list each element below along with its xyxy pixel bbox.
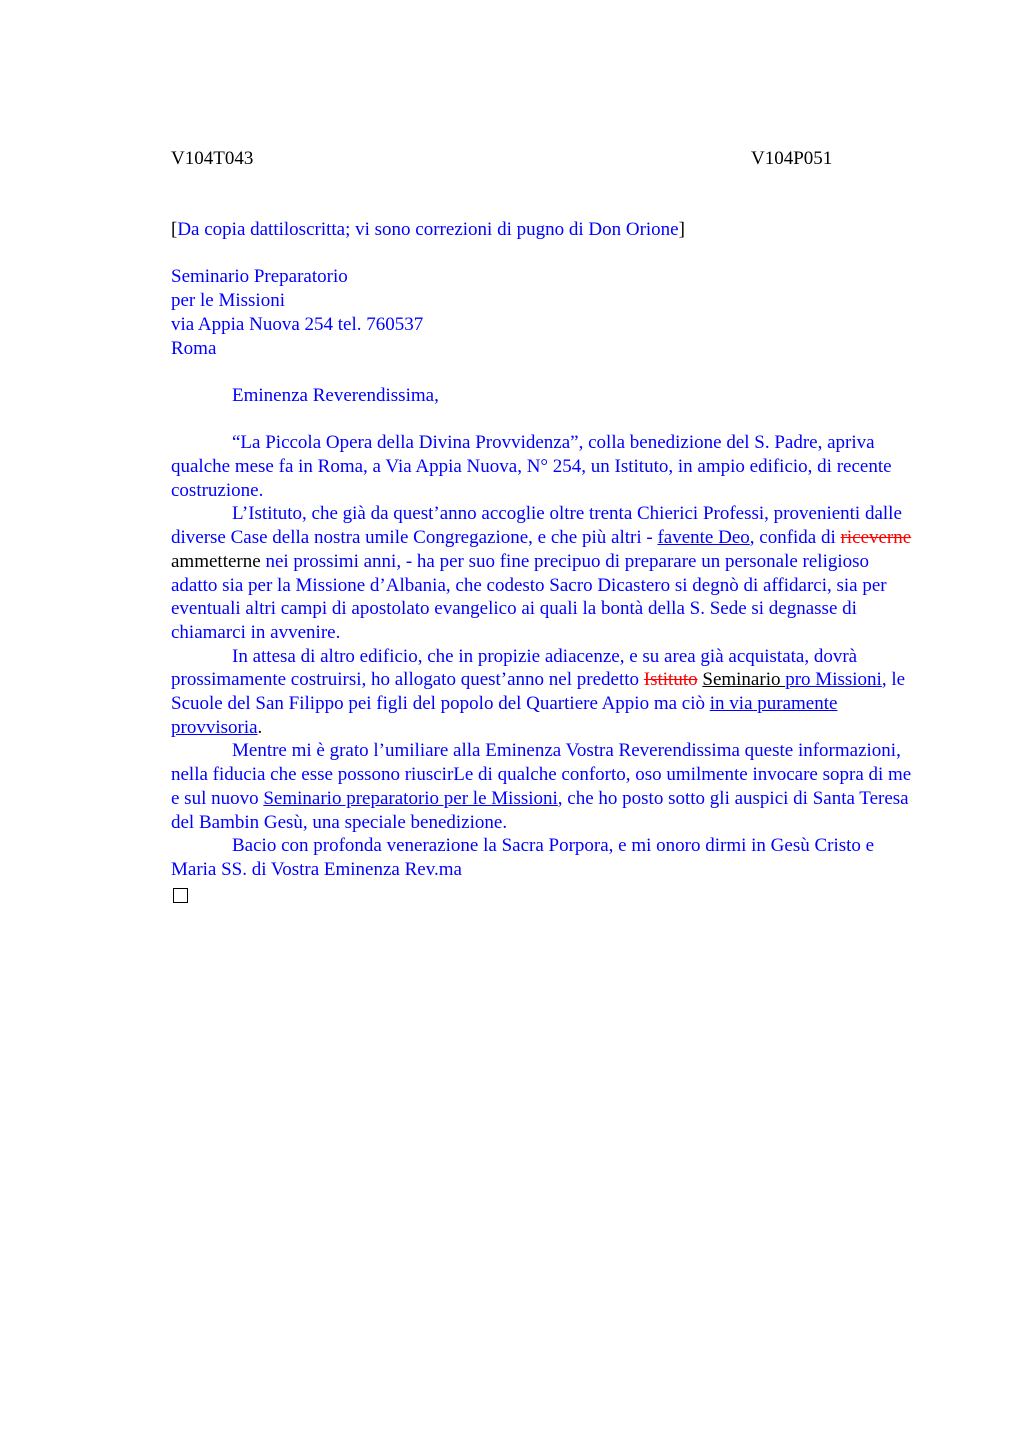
paragraph-4 bbox=[171, 739, 919, 834]
note-close-bracket: ] bbox=[678, 219, 685, 240]
letter-body bbox=[171, 431, 919, 881]
underlined-phrase: favente Deo bbox=[657, 527, 750, 549]
deleted-word: riceverne bbox=[840, 527, 912, 549]
underlined-phrase: in via puramente provvisoria bbox=[171, 693, 838, 738]
letterhead-address bbox=[171, 265, 919, 360]
paragraph-text: In attesa di altro edificio, che in propizie adiacenze, e su area già acquistata, dovrà prossimamente costruirsi, ho allogato quest’anno nel predetto bbox=[171, 645, 858, 691]
paragraph-text: nei prossimi anni, - ha per suo fine precipuo di preparare un personale religioso adatto sia per la Missione d’Albania, che codesto Sacro Dicastero si degnò di affidarci, sia per eventuali altri campi di apostolato evangelico ai quali la bontà della S. Sede si degnasse di chiamarci in avvenire. bbox=[171, 550, 887, 643]
paragraph-text: , che ho posto sotto gli auspici di Santa Teresa del Bambin Gesù, una speciale benedizione. bbox=[171, 787, 909, 833]
paragraph-3 bbox=[171, 645, 919, 740]
inserted-word: Seminario bbox=[702, 669, 781, 691]
note-text: Da copia dattiloscritta; vi sono correzioni di pugno di Don Orione bbox=[177, 219, 679, 240]
note-open-bracket: [ bbox=[171, 219, 178, 240]
address-line: Roma bbox=[171, 337, 217, 359]
underlined-phrase: pro Missioni bbox=[785, 669, 882, 691]
paragraph-text: Mentre mi è grato l’umiliare alla Eminenza Vostra Reverendissima queste informazioni, nella fiducia che esse possono riuscirLe di qualche conforto, oso umilmente invocare sopra di me e sul nuovo bbox=[171, 740, 912, 809]
volume-text-code: V104T043 bbox=[171, 148, 254, 169]
end-marker-box bbox=[173, 888, 188, 903]
paragraph-1: “La Piccola Opera della Divina Provvidenza”, colla benedizione del S. Padre, apriva qualche mese fa in Roma, a Via Appia Nuova, N° 254, un Istituto, in ampio edificio, di recente costruzione. bbox=[171, 432, 892, 501]
address-line: via Appia Nuova 254 tel. 760537 bbox=[171, 313, 424, 335]
salutation: Eminenza Reverendissima, bbox=[232, 384, 439, 406]
address-line: per le Missioni bbox=[171, 290, 285, 312]
document-header bbox=[171, 147, 919, 171]
address-line: Seminario Preparatorio bbox=[171, 266, 348, 288]
inserted-word: ammetterne bbox=[171, 550, 261, 572]
document-page bbox=[171, 147, 919, 903]
editorial-note bbox=[171, 218, 919, 242]
underlined-phrase: Seminario preparatorio per le Missioni bbox=[263, 787, 558, 809]
paragraph-5: Bacio con profonda venerazione la Sacra Porpora, e mi onoro dirmi in Gesù Cristo e Maria SS. di Vostra Eminenza Rev.ma bbox=[171, 835, 875, 880]
paragraph-text: L’Istituto, che già da quest’anno accoglie oltre trenta Chierici Professi, provenienti dalle diverse Case della nostra umile Congregazione, e che più altri - bbox=[171, 503, 902, 549]
volume-page-code: V104P051 bbox=[751, 148, 833, 169]
deleted-word: Istituto bbox=[643, 669, 698, 691]
paragraph-2 bbox=[171, 502, 919, 644]
paragraph-text: , le Scuole del San Filippo pei figli del popolo del Quartiere Appio ma ciò bbox=[171, 669, 906, 715]
paragraph-text: . bbox=[257, 716, 263, 738]
paragraph-text: , confida di bbox=[749, 527, 841, 549]
